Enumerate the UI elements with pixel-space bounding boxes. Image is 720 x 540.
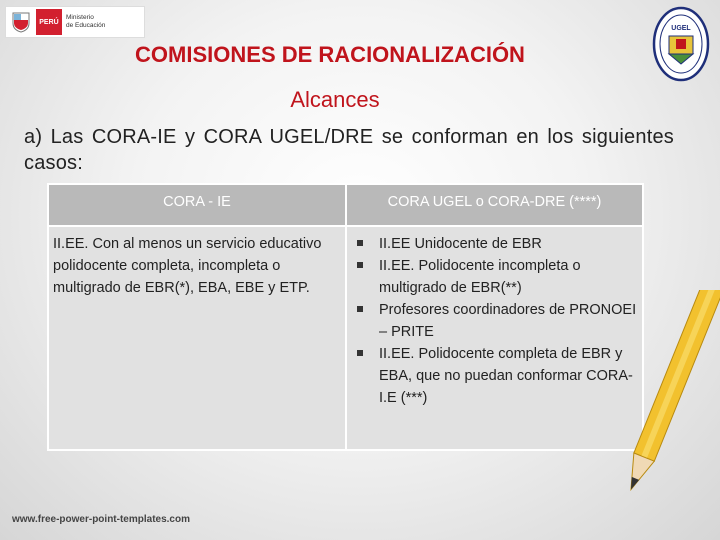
header-cora-ugel: CORA UGEL o CORA-DRE (****) [346,184,643,226]
peru-label: PERÚ [36,9,62,35]
pencil-icon [600,290,720,540]
bullet-icon [357,350,363,356]
page-subtitle: Alcances [290,87,380,112]
header-cora-ie: CORA - IE [48,184,346,226]
ugel-seal-icon [652,6,710,82]
svg-text:UGEL: UGEL [671,25,691,32]
bullet-icon [357,240,363,246]
cora-ugel-cell [346,226,643,450]
list-item: II.EE. Polidocente completa de EBR y EBA, que no puedan conformar CORA-I.E (***) [351,343,638,409]
peru-shield-icon [10,11,32,33]
cora-table [47,183,644,451]
intro-text: a) Las CORA-IE y CORA UGEL/DRE se conforman en los siguientes casos: [24,126,674,174]
footer-url: www.free-power-point-templates.com [12,514,190,525]
cora-ie-cell: II.EE. Con al menos un servicio educativo polidocente completa, incompleta o multigrado de EBR(*), EBA, EBE y ETP. [48,226,346,450]
list-item: Profesores coordinadores de PRONOEI – PRITE [351,299,638,343]
bullet-icon [357,262,363,268]
ministry-logo [5,6,145,38]
list-item: II.EE. Polidocente incompleta o multigrado de EBR(**) [351,255,638,299]
page-title: COMISIONES DE RACIONALIZACIÓN [135,42,525,67]
bullet-icon [357,306,363,312]
list-item: II.EE Unidocente de EBR [351,233,638,255]
ministry-name: Ministerio de Educación [66,14,106,29]
cora-ugel-list [351,233,638,409]
